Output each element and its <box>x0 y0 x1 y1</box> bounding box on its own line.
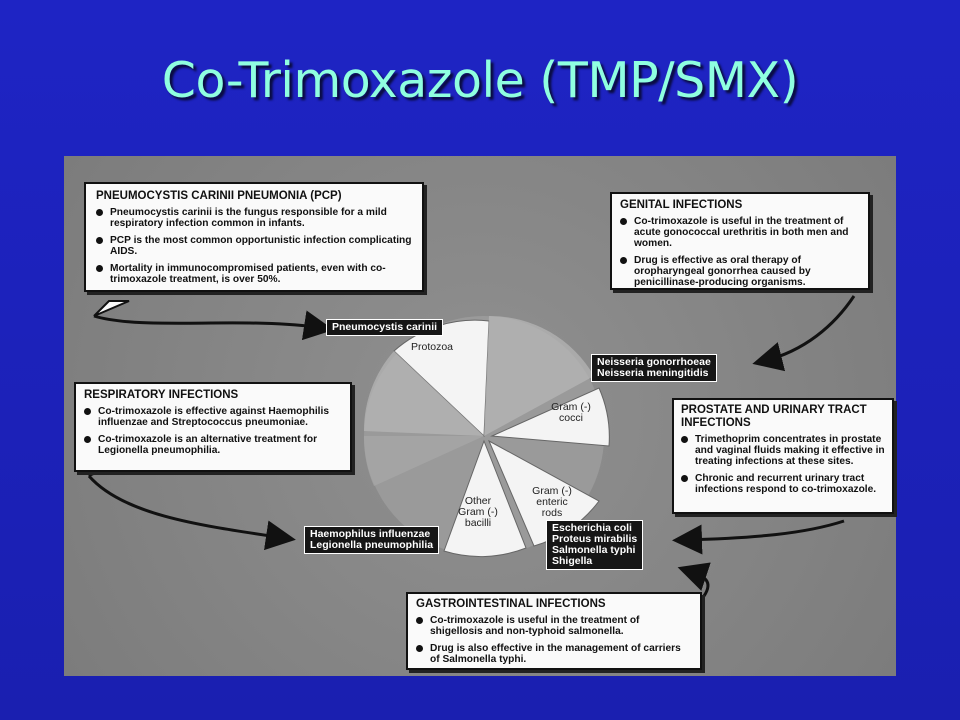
genital-bullet-2: Drug is effective as oral therapy of oropharyngeal gonorrhea caused by penicillinase-producing organisms. <box>620 255 860 288</box>
pie-label-protozoa: Protozoa <box>410 341 454 353</box>
bullet-icon <box>681 436 688 443</box>
pcp-box <box>84 182 424 292</box>
bullet-icon <box>681 475 688 482</box>
bullet-icon <box>84 436 91 443</box>
prostate-bullet-2: Chronic and recurrent urinary tract infections respond to co-trimoxazole. <box>681 473 885 495</box>
slide-title: Co-Trimoxazole (TMP/SMX) <box>161 52 799 109</box>
respiratory-heading: RESPIRATORY INFECTIONS <box>84 389 239 401</box>
genital-box <box>610 192 870 290</box>
spectrum-figure <box>64 156 896 676</box>
pcp-bullet-1: Pneumocystis carinii is the fungus responsible for a mild respiratory infection common in infants. <box>96 207 412 229</box>
bullet-icon <box>96 209 103 216</box>
label-haemophilus: Haemophilus influenzae Legionella pneumophilia <box>304 526 439 554</box>
pcp-bubble-tail <box>94 301 129 316</box>
gi-bullet-2: Drug is also effective in the management of carriers of Salmonella typhi. <box>416 643 692 665</box>
bullet-icon <box>96 237 103 244</box>
pie-label-gram-neg-enteric: Gram (-) enteric rods <box>532 485 572 519</box>
pcp-bullet-3: Mortality in immunocompromised patients, even with co-trimoxazole treatment, is over 50%. <box>96 263 412 285</box>
pcp-bullet-2: PCP is the most common opportunistic infection complicating AIDS. <box>96 235 412 257</box>
bullet-icon <box>96 265 103 272</box>
prostate-heading: PROSTATE AND URINARY TRACT INFECTIONS <box>681 404 867 429</box>
bullet-icon <box>416 617 423 624</box>
arrow-respiratory <box>89 476 284 538</box>
gi-bullet-1: Co-trimoxazole is useful in the treatment of shigellosis and non-typhoid salmonella. <box>416 615 692 637</box>
label-pneumocystis: Pneumocystis carinii <box>326 319 443 336</box>
respiratory-bullet-1: Co-trimoxazole is effective against Haemophilis influenzae and Streptococcus pneumoniae. <box>84 406 342 428</box>
genital-heading: GENITAL INFECTIONS <box>620 199 743 211</box>
arrow-genital <box>764 296 854 361</box>
label-neisseria: Neisseria gonorrhoeae Neisseria meningitidis <box>591 354 717 382</box>
bullet-icon <box>620 218 627 225</box>
respiratory-bullet-2: Co-trimoxazole is an alternative treatment for Legionella pneumophilia. <box>84 434 342 456</box>
pie-label-other-gram-neg: Other Gram (-) bacilli <box>458 495 498 529</box>
gi-heading: GASTROINTESTINAL INFECTIONS <box>416 598 606 610</box>
prostate-bullet-1: Trimethoprim concentrates in prostate and vaginal fluids making it effective in treating infections at these sites. <box>681 434 885 467</box>
bullet-icon <box>84 408 91 415</box>
bullet-icon <box>416 645 423 652</box>
bullet-icon <box>620 257 627 264</box>
arrow-prostate <box>684 521 844 540</box>
respiratory-box <box>74 382 352 472</box>
pcp-heading: PNEUMOCYSTIS CARINII PNEUMONIA (PCP) <box>96 190 342 202</box>
pie-label-gram-neg-cocci: Gram (-) cocci <box>551 401 591 424</box>
gi-box <box>406 592 702 670</box>
genital-bullet-1: Co-trimoxazole is useful in the treatment of acute gonococcal urethritis in both men and women. <box>620 216 860 249</box>
label-enteric: Escherichia coli Proteus mirabilis Salmonella typhi Shigella <box>546 520 643 570</box>
prostate-box <box>672 398 894 514</box>
arrow-pcp <box>94 316 322 328</box>
